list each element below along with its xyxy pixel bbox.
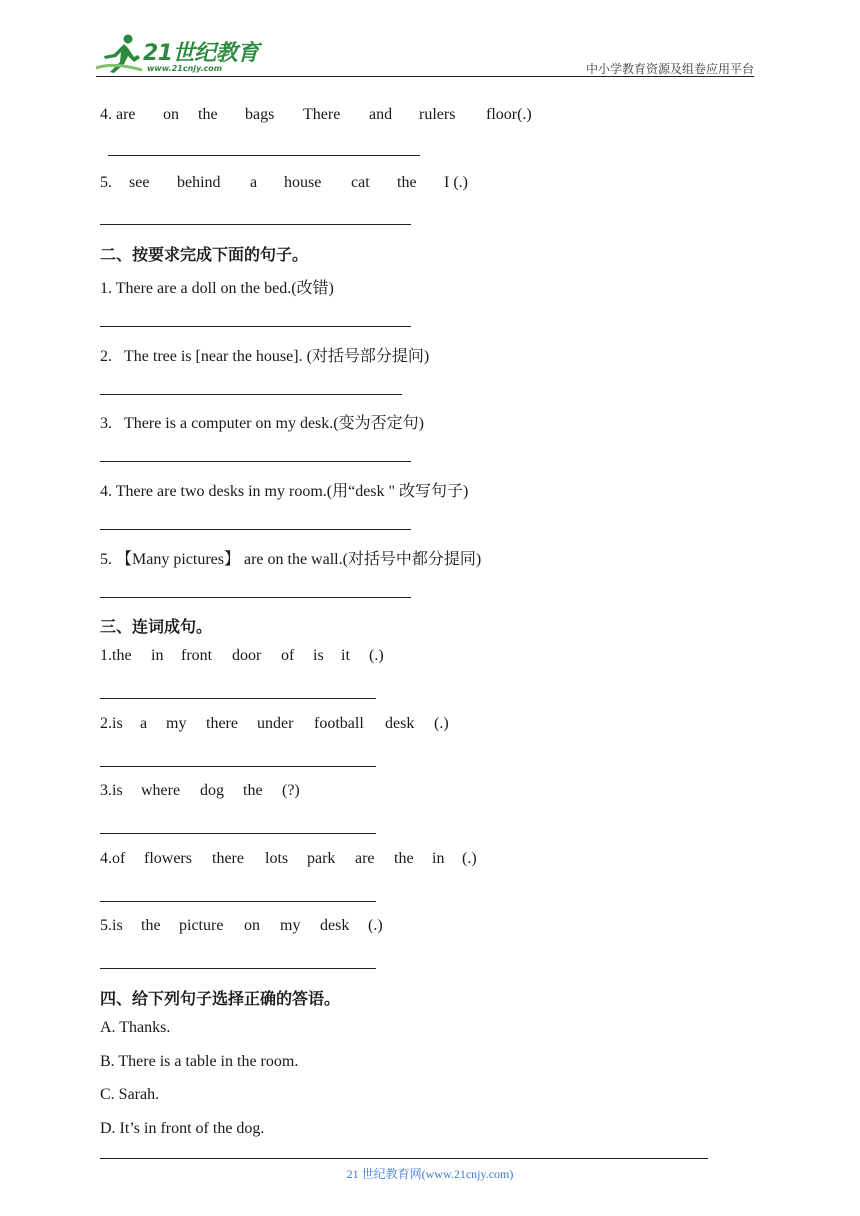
word: picture <box>179 917 224 934</box>
word: 5.is <box>100 917 123 934</box>
answer-line[interactable] <box>100 461 411 462</box>
section-heading: 三、连词成句。 <box>100 617 213 636</box>
word: (.) <box>462 850 477 867</box>
word: cat <box>351 174 370 191</box>
answer-line[interactable] <box>100 766 376 767</box>
word: the <box>394 850 414 867</box>
section-heading: 四、给下列句子选择正确的答语。 <box>100 989 341 1008</box>
item-number: 4. are <box>100 106 136 123</box>
answer-option: B. There is a table in the room. <box>100 1053 299 1070</box>
answer-line[interactable] <box>100 597 411 598</box>
answer-line[interactable] <box>100 529 411 530</box>
word: rulers <box>419 106 456 123</box>
header-divider <box>96 76 754 77</box>
section-heading: 二、按要求完成下面的句子。 <box>100 245 309 264</box>
word: (.) <box>368 917 383 934</box>
question-text: 3. There is a computer on my desk.(变为否定句) <box>100 415 424 432</box>
word: desk <box>320 917 350 934</box>
word: desk <box>385 715 415 732</box>
runner-logo-icon <box>94 32 146 74</box>
footer-divider <box>100 1158 708 1159</box>
word: in <box>432 850 445 867</box>
word: on <box>163 106 179 123</box>
word: house <box>284 174 322 191</box>
answer-line[interactable] <box>100 224 411 225</box>
word: front <box>181 647 213 664</box>
header-tagline: 中小学教育资源及组卷应用平台 <box>585 62 754 76</box>
word: dog <box>200 782 224 799</box>
word: 2.is <box>100 715 123 732</box>
answer-option: C. Sarah. <box>100 1086 160 1103</box>
answer-line[interactable] <box>100 901 376 902</box>
word: (?) <box>282 782 300 799</box>
word: flowers <box>144 850 192 867</box>
word: it <box>341 647 350 664</box>
word: the <box>198 106 218 123</box>
answer-line[interactable] <box>108 155 420 156</box>
answer-line[interactable] <box>100 394 402 395</box>
word: see <box>129 174 150 191</box>
logo-url: www.21cnjy.com <box>147 64 223 73</box>
footer-link[interactable]: 21 世纪教育网(www.21cnjy.com) <box>346 1167 514 1181</box>
answer-option: D. It’s in front of the dog. <box>100 1120 265 1137</box>
word: football <box>314 715 364 732</box>
word: the <box>243 782 263 799</box>
answer-line[interactable] <box>100 326 411 327</box>
word: there <box>212 850 244 867</box>
question-text: 4. There are two desks in my room.(用“desk " 改写句子) <box>100 483 469 500</box>
word: a <box>250 174 258 191</box>
answer-line[interactable] <box>100 968 376 969</box>
word: my <box>280 917 301 934</box>
word: behind <box>177 174 221 191</box>
answer-line[interactable] <box>100 698 376 699</box>
answer-option: A. Thanks. <box>100 1019 171 1036</box>
item-number: 5. <box>100 174 112 191</box>
word: floor(.) <box>486 106 532 123</box>
answer-line[interactable] <box>100 833 376 834</box>
word: there <box>206 715 238 732</box>
word: 3.is <box>100 782 123 799</box>
question-text: 5. 【Many pictures】 are on the wall.(对括号中都分提同) <box>100 551 482 568</box>
word: (.) <box>369 647 384 664</box>
word: in <box>151 647 164 664</box>
word: I (.) <box>444 174 468 191</box>
word: 1.the <box>100 647 132 664</box>
word: of <box>281 647 295 664</box>
question-text: 1. There are a doll on the bed.(改错) <box>100 280 334 297</box>
word: lots <box>265 850 289 867</box>
word: is <box>313 647 324 664</box>
word: my <box>166 715 187 732</box>
word: where <box>141 782 181 799</box>
word: bags <box>245 106 275 123</box>
word: on <box>244 917 260 934</box>
word: (.) <box>434 715 449 732</box>
word: 4.of <box>100 850 126 867</box>
logo-text: 21世纪教育 <box>143 41 259 66</box>
word: park <box>307 850 336 867</box>
word: the <box>141 917 161 934</box>
word: a <box>140 715 148 732</box>
word: There <box>303 106 341 123</box>
question-text: 2. The tree is [near the house]. (对括号部分提问) <box>100 348 430 365</box>
word: door <box>232 647 262 664</box>
word: the <box>397 174 417 191</box>
word: are <box>355 850 375 867</box>
word: and <box>369 106 393 123</box>
word: under <box>257 715 294 732</box>
